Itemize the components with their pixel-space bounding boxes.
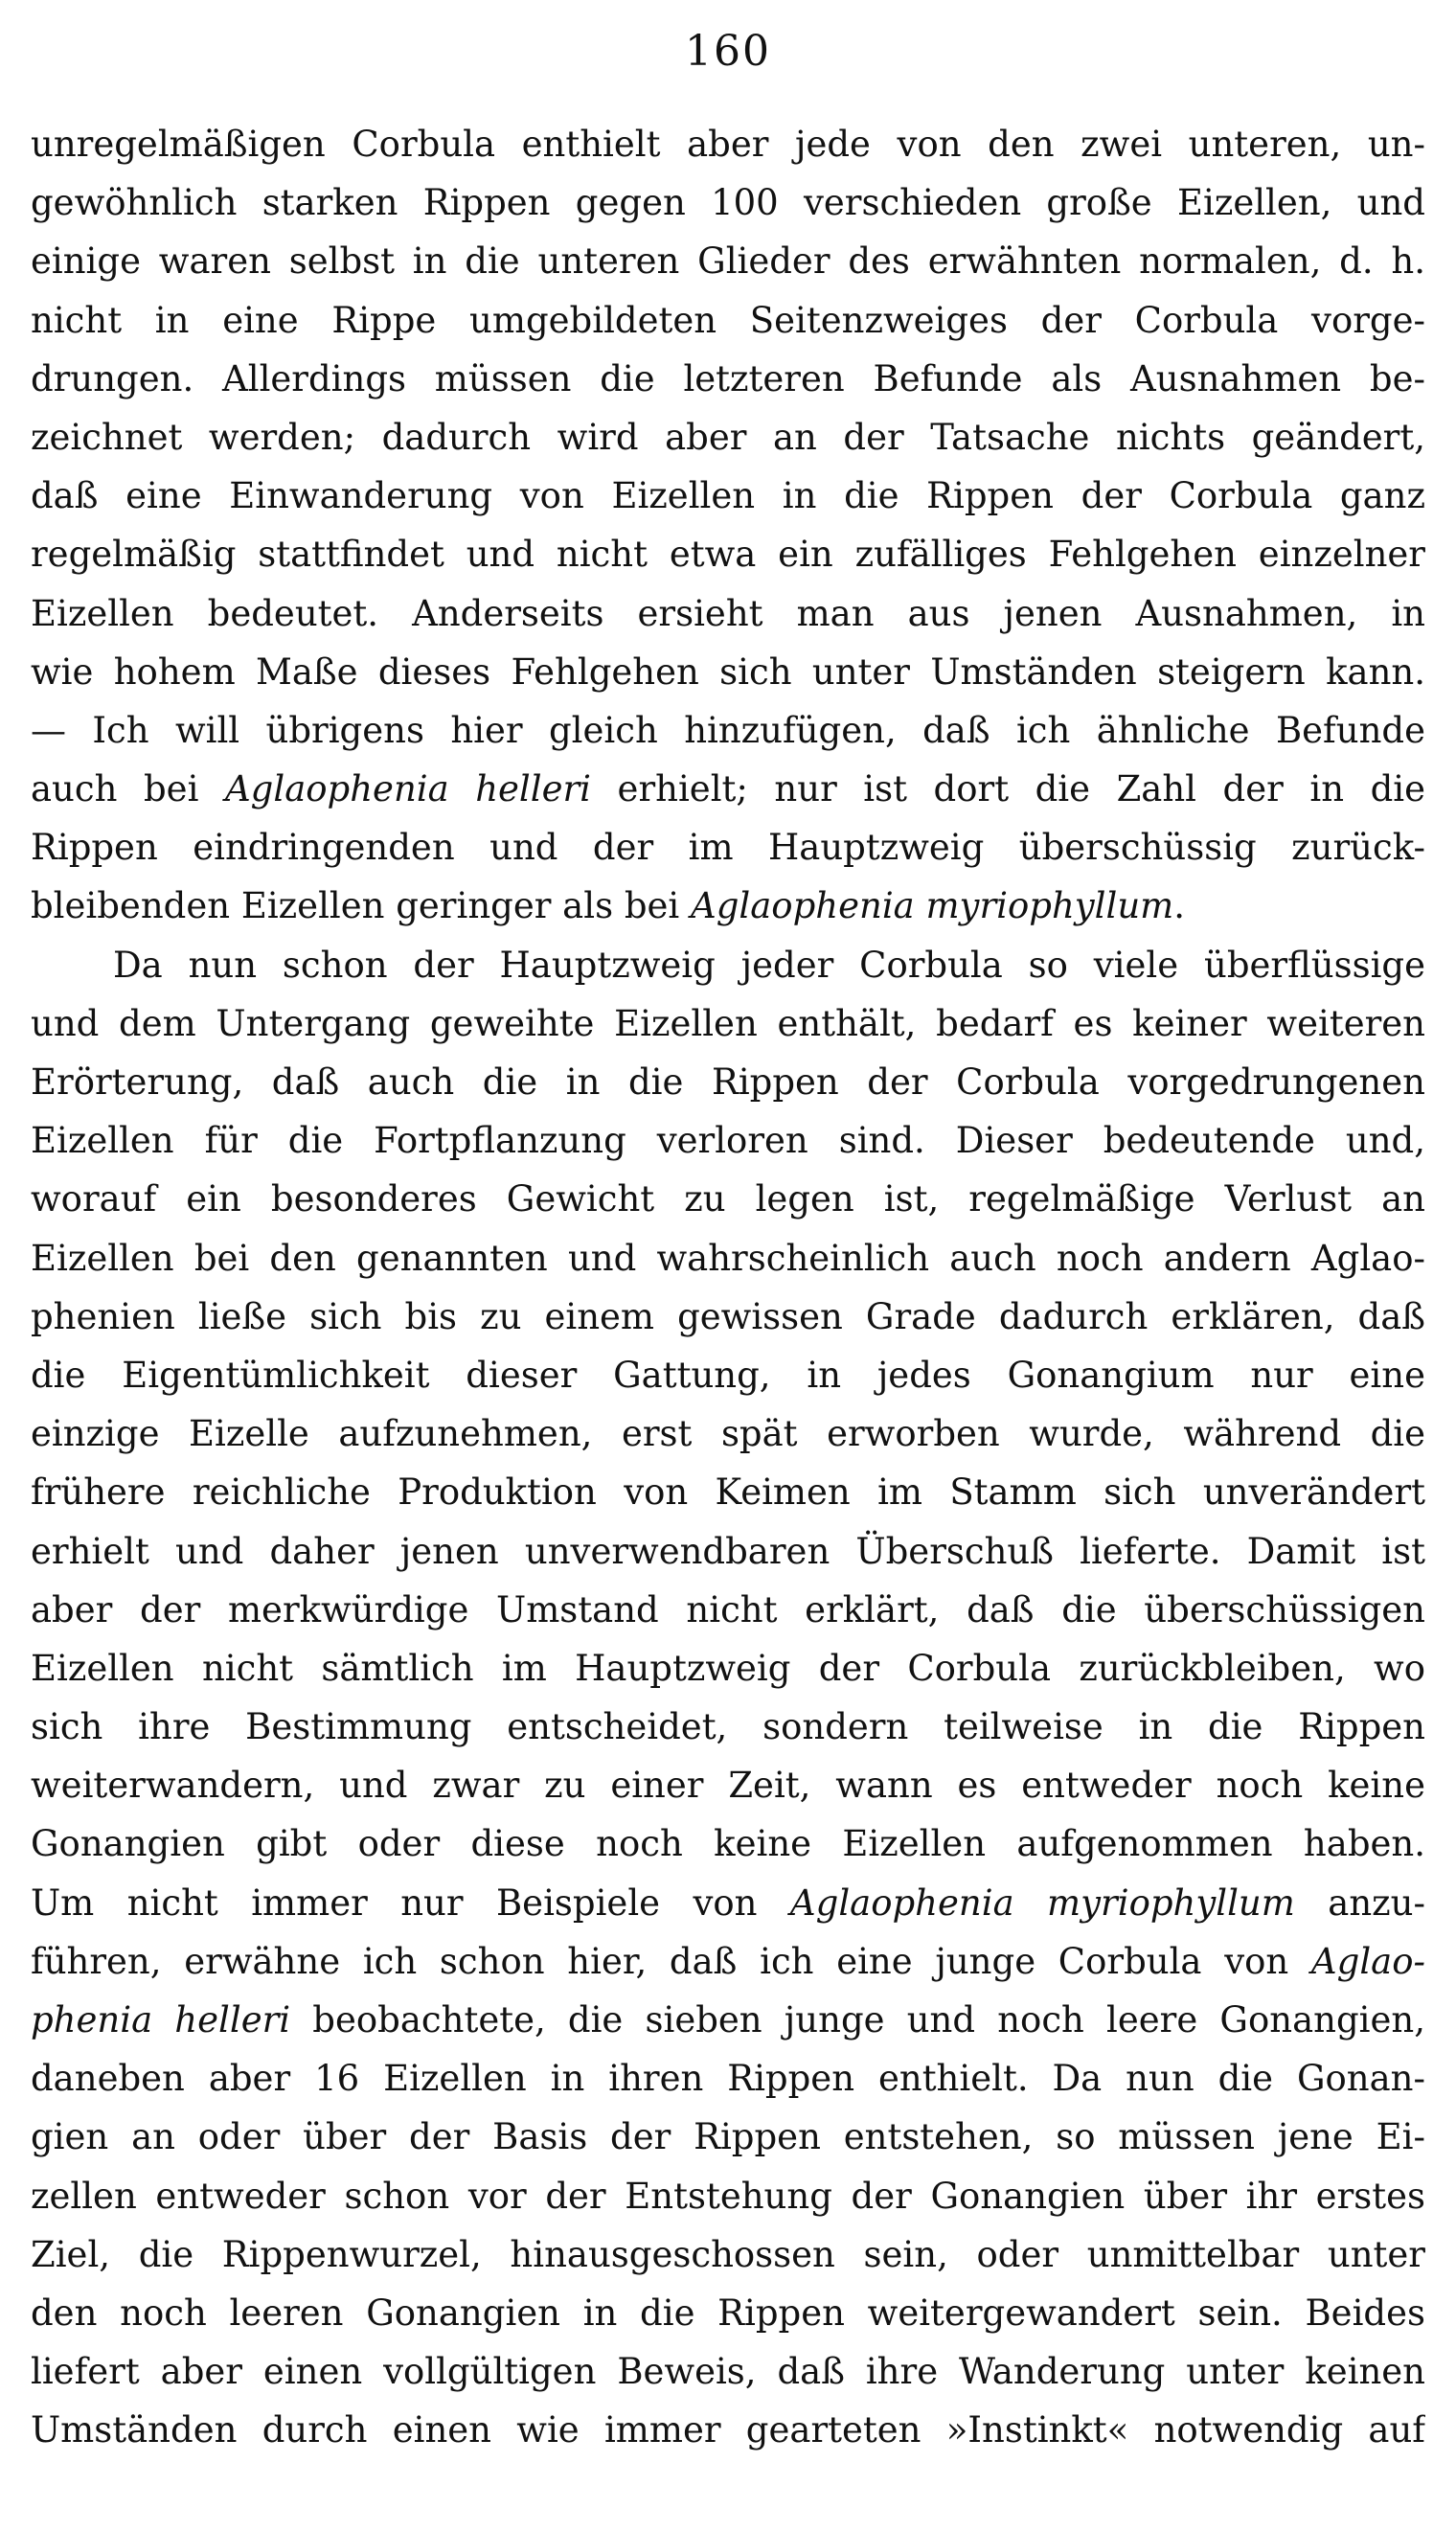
text-line: [31, 1170, 1425, 1228]
text-run: beobachtete, die sieben junge und noch leere Gonangien,: [290, 1999, 1425, 2041]
text-run: zeichnet werden; dadurch wird aber an der Tatsache nichts geändert,: [31, 416, 1425, 458]
text-line: [31, 818, 1425, 877]
text-line: [31, 291, 1425, 350]
text-run: Eizellen für die Fortpflanzung verloren sind. Dieser bedeutende und,: [31, 1120, 1425, 1162]
text-run: Erörterung, daß auch die in die Rippen der Corbula vorgedrungenen: [31, 1061, 1425, 1103]
text-run: zellen entweder schon vor der Entstehung der Gonangien über ihr erstes: [31, 2175, 1425, 2217]
text-line: [31, 1404, 1425, 1463]
italic-species-name: Aglaophenia myriophyllum: [789, 1881, 1295, 1924]
text-line: [31, 1639, 1425, 1698]
text-line: [31, 1814, 1425, 1873]
text-line: [31, 2167, 1425, 2225]
text-run: sich ihre Bestimmung entscheidet, sondern teilweise in die Rippen: [31, 1706, 1425, 1748]
text-line: [31, 1111, 1425, 1170]
text-run: erhielt; nur ist dort die Zahl der in die: [591, 768, 1425, 810]
text-run: drungen. Allerdings müssen die letzteren Befunde als Ausnahmen be-: [31, 357, 1425, 399]
text-run: weiterwandern, und zwar zu einer Zeit, wann es entweder noch keine: [31, 1765, 1425, 1807]
text-run: Umständen durch einen wie immer gearteten »Instinkt« notwendig auf: [31, 2409, 1425, 2451]
text-line: [31, 1756, 1425, 1814]
text-run: wie hohem Maße dieses Fehlgehen sich unter Umständen steigern kann.: [31, 650, 1425, 693]
text-run: erhielt und daher jenen unverwendbaren Überschuß lieferte. Damit ist: [31, 1530, 1425, 1572]
text-run: bleibenden Eizellen geringer als bei: [31, 885, 691, 927]
text-line: [31, 232, 1425, 290]
text-line: [31, 408, 1425, 467]
text-line: [31, 2284, 1425, 2342]
text-line: [31, 525, 1425, 583]
text-line: [31, 2049, 1425, 2108]
text-line: [31, 643, 1425, 701]
text-run: .: [1173, 885, 1186, 927]
text-line: [31, 2108, 1425, 2166]
text-line: [31, 877, 1425, 935]
text-run: daß eine Einwanderung von Eizellen in die Rippen der Corbula ganz: [31, 475, 1425, 517]
text-line: [31, 2342, 1425, 2401]
text-line: [31, 1288, 1425, 1346]
text-run: daneben aber 16 Eizellen in ihren Rippen enthielt. Da nun die Gonan-: [31, 2058, 1425, 2100]
text-run: einzige Eizelle aufzunehmen, erst spät erworben wurde, während die: [31, 1413, 1425, 1455]
text-run: liefert aber einen vollgültigen Beweis, daß ihre Wanderung unter keinen: [31, 2351, 1425, 2393]
text-line: [31, 173, 1425, 232]
text-run: den noch leeren Gonangien in die Rippen weitergewandert sein. Beides: [31, 2292, 1425, 2334]
text-run: — Ich will übrigens hier gleich hinzufügen, daß ich ähnliche Befunde: [31, 709, 1425, 751]
text-run: Eizellen bei den genannten und wahrscheinlich auch noch andern Aglao-: [31, 1237, 1425, 1279]
italic-species-name: Aglao-: [1310, 1940, 1425, 1982]
italic-species-name: Aglaophenia helleri: [224, 768, 592, 810]
text-run: worauf ein besonderes Gewicht zu legen ist, regelmäßige Verlust an: [31, 1178, 1425, 1220]
text-line: [31, 1346, 1425, 1404]
text-run: einige waren selbst in die unteren Glieder des erwähnten normalen, d. h.: [31, 240, 1425, 283]
text-line: [31, 115, 1425, 173]
text-run: Ziel, die Rippenwurzel, hinausgeschossen sein, oder unmittelbar unter: [31, 2233, 1425, 2275]
text-run: führen, erwähne ich schon hier, daß ich eine junge Corbula von: [31, 1940, 1311, 1982]
text-line: [31, 1522, 1425, 1581]
body-text: [31, 115, 1425, 2460]
text-run: Gonangien gibt oder diese noch keine Eizellen aufgenommen haben.: [31, 1823, 1425, 1865]
text-run: Eizellen bedeutet. Anderseits ersieht man aus jenen Ausnahmen, in: [31, 592, 1425, 634]
text-line: [31, 1932, 1425, 1991]
text-line: [31, 1698, 1425, 1756]
text-run: und dem Untergang geweihte Eizellen enthält, bedarf es keiner weiteren: [31, 1002, 1425, 1044]
text-line: [31, 701, 1425, 760]
text-run: auch bei: [31, 768, 225, 810]
text-line: [31, 1991, 1425, 2049]
text-run: Rippen eindringenden und der im Hauptzweig überschüssig zurück-: [31, 827, 1425, 869]
text-line: [31, 994, 1425, 1053]
text-run: regelmäßig stattfindet und nicht etwa ein zufälliges Fehlgehen einzelner: [31, 534, 1425, 576]
text-line: [31, 467, 1425, 525]
text-run: anzu-: [1294, 1881, 1425, 1924]
page-number: 160: [685, 27, 771, 76]
text-line: [31, 350, 1425, 408]
text-run: gewöhnlich starken Rippen gegen 100 verschieden große Eizellen, und: [31, 182, 1425, 224]
text-line: [31, 1053, 1425, 1111]
text-run: unregelmäßigen Corbula enthielt aber jede von den zwei unteren, un-: [31, 124, 1425, 165]
text-run: phenien ließe sich bis zu einem gewissen Grade dadurch erklären, daß: [31, 1295, 1425, 1337]
text-line: [31, 2225, 1425, 2284]
text-run: aber der merkwürdige Umstand nicht erklärt, daß die überschüssigen: [31, 1588, 1425, 1630]
text-run: Da nun schon der Hauptzweig jeder Corbula so viele überflüssige: [113, 944, 1425, 986]
text-run: die Eigentümlichkeit dieser Gattung, in jedes Gonangium nur eine: [31, 1354, 1425, 1396]
text-line: [31, 1229, 1425, 1288]
text-line: [31, 1874, 1425, 1932]
text-run: Um nicht immer nur Beispiele von: [31, 1881, 790, 1924]
text-line: [31, 1463, 1425, 1521]
text-run: Eizellen nicht sämtlich im Hauptzweig der Corbula zurückbleiben, wo: [31, 1647, 1425, 1689]
text-run: gien an oder über der Basis der Rippen entstehen, so müssen jene Ei-: [31, 2116, 1425, 2158]
text-line: [31, 1581, 1425, 1639]
text-line: [31, 2401, 1425, 2459]
text-line: [31, 936, 1425, 994]
text-line: [31, 760, 1425, 818]
text-run: frühere reichliche Produktion von Keimen im Stamm sich unverändert: [31, 1471, 1425, 1514]
italic-species-name: phenia helleri: [31, 1999, 291, 2041]
text-run: nicht in eine Rippe umgebildeten Seitenzweiges der Corbula vorge-: [31, 299, 1425, 341]
italic-species-name: Aglaophenia myriophyllum: [691, 885, 1174, 927]
text-line: [31, 584, 1425, 643]
